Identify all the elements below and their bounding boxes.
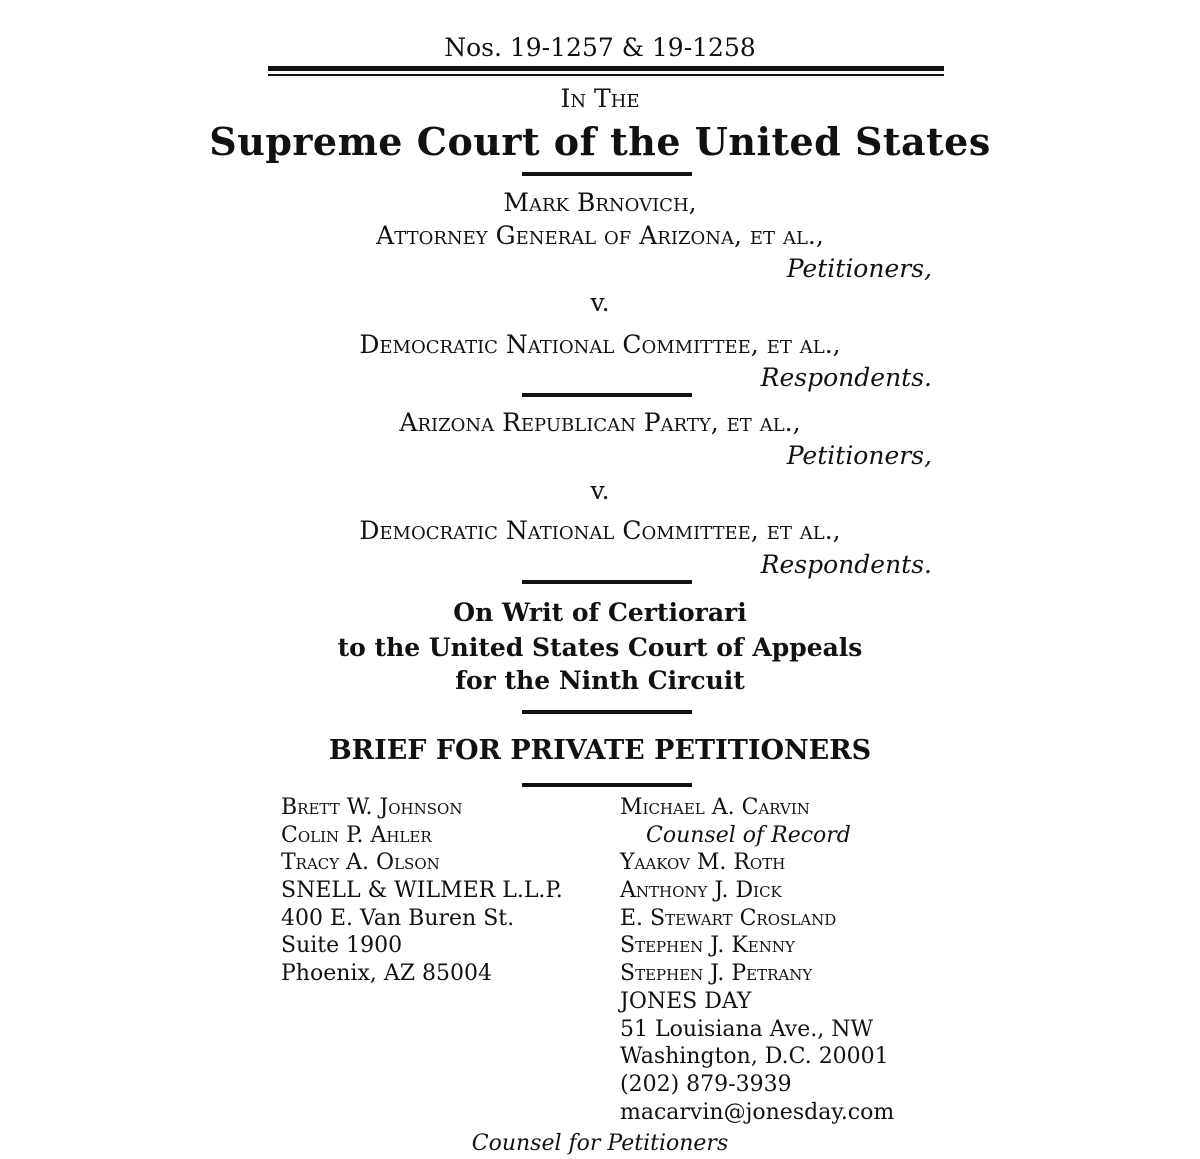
- header-rule-thick: [268, 66, 944, 71]
- writ-line-3: for the Ninth Circuit: [455, 666, 745, 695]
- divider-rule: [522, 783, 692, 787]
- case1-petitioner-title: Attorney General of Arizona, et al.,: [376, 221, 824, 250]
- counsel-name: Colin P. Ahler: [281, 822, 432, 848]
- case2-petitioner: Arizona Republican Party, et al.,: [399, 408, 801, 437]
- case1-respondent: Democratic National Committee, et al.,: [359, 330, 841, 359]
- case1-respondent-role: Respondents.: [760, 363, 932, 392]
- counsel-name: Tracy A. Olson: [281, 850, 440, 876]
- address-line: 400 E. Van Buren St.: [281, 905, 515, 931]
- case1-versus: v.: [590, 288, 610, 317]
- divider-rule: [522, 393, 692, 397]
- case1-petitioner-name: Mark Brnovich,: [503, 188, 697, 217]
- counsel-of-record-label: Counsel of Record: [646, 822, 851, 848]
- case1-petitioner-role: Petitioners,: [786, 254, 932, 283]
- address-line: Phoenix, AZ 85004: [281, 961, 492, 987]
- firm-name: SNELL & WILMER L.L.P.: [281, 878, 563, 904]
- counsel-right-column: [620, 794, 894, 1126]
- case2-respondent: Democratic National Committee, et al.,: [359, 516, 841, 545]
- writ-line-2: to the United States Court of Appeals: [337, 633, 863, 662]
- counsel-for-petitioners: Counsel for Petitioners: [471, 1131, 729, 1156]
- case2-petitioner-role: Petitioners,: [786, 441, 932, 470]
- counsel-name: Stephen J. Kenny: [620, 933, 795, 959]
- address-line: 51 Louisiana Ave., NW: [620, 1016, 874, 1042]
- firm-name: JONES DAY: [620, 988, 752, 1014]
- court-intro: In The: [560, 84, 640, 113]
- divider-rule: [522, 710, 692, 714]
- case2-versus: v.: [590, 476, 610, 505]
- counsel-name: Yaakov M. Roth: [620, 850, 786, 876]
- writ-line-1: On Writ of Certiorari: [453, 598, 747, 627]
- phone-number: (202) 879-3939: [620, 1071, 792, 1097]
- lead-counsel-name: Michael A. Carvin: [620, 795, 810, 820]
- address-line: Suite 1900: [281, 933, 403, 959]
- court-name: Supreme Court of the United States: [209, 119, 991, 164]
- docket-number: Nos. 19-1257 & 19-1258: [444, 33, 756, 62]
- counsel-left-column: [281, 794, 563, 988]
- brief-title: BRIEF FOR PRIVATE PETITIONERS: [328, 735, 872, 766]
- counsel-name: Brett W. Johnson: [281, 795, 463, 820]
- divider-rule: [522, 172, 692, 176]
- counsel-name: E. Stewart Crosland: [620, 905, 837, 931]
- counsel-name: Stephen J. Petrany: [620, 961, 813, 987]
- divider-rule: [522, 580, 692, 584]
- email-address: macarvin@jonesday.com: [620, 1099, 895, 1125]
- address-line: Washington, D.C. 20001: [620, 1044, 889, 1070]
- case2-respondent-role: Respondents.: [760, 550, 932, 579]
- counsel-name: Anthony J. Dick: [620, 878, 782, 904]
- header-rule-thin: [268, 74, 944, 76]
